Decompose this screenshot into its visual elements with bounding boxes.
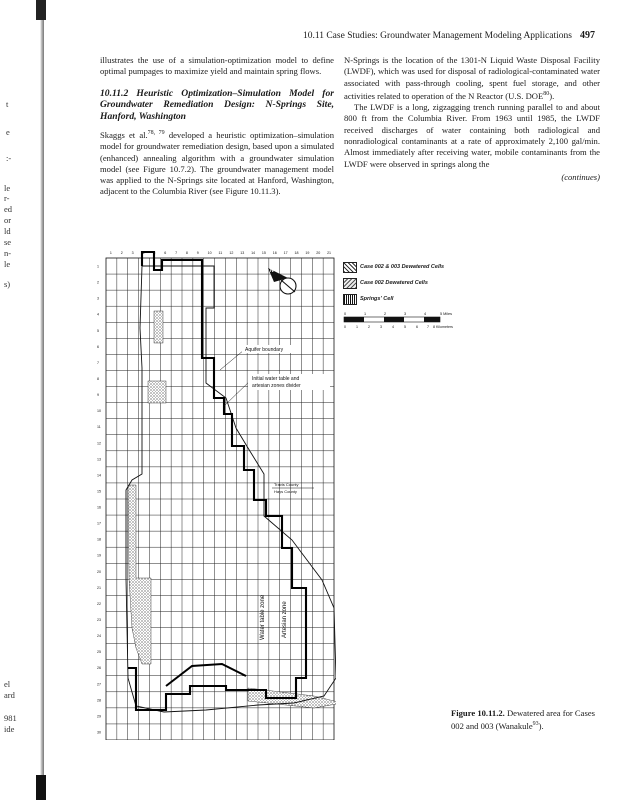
- margin-fragment: t: [6, 99, 9, 109]
- dewatered-cells: [154, 311, 163, 343]
- dewatered-cells: [128, 485, 151, 664]
- scale-tick-km: 0: [344, 325, 346, 329]
- row-number: 2: [97, 280, 99, 285]
- scale-unit-km: 8 Kilometers: [433, 325, 453, 329]
- spine-dark-top: [36, 0, 46, 20]
- figure-label: Figure 10.11.2.: [451, 708, 505, 718]
- grid-map-svg: [96, 248, 336, 740]
- column-number: 7: [175, 251, 178, 255]
- row-number: 28: [97, 698, 101, 703]
- row-number: 15: [97, 489, 101, 494]
- margin-fragment: le: [4, 183, 11, 193]
- row-number: 30: [97, 730, 101, 735]
- row-number: 21: [97, 585, 101, 590]
- column-number: 3: [131, 251, 134, 255]
- column-number: 13: [240, 251, 245, 255]
- column-number: 20: [316, 251, 321, 255]
- legend-item: [343, 276, 543, 290]
- margin-fragment: :-: [6, 153, 12, 163]
- legend-swatch: [343, 294, 357, 305]
- row-number: 11: [97, 425, 101, 430]
- legend-label-case-002-003: Case 002 & 003 Dewatered Cells: [360, 264, 445, 270]
- continues-note: (continues): [561, 171, 600, 182]
- column-number: 12: [229, 251, 234, 255]
- row-number: 13: [97, 457, 101, 462]
- column-number: 5: [153, 251, 156, 255]
- margin-fragment: se: [4, 237, 12, 247]
- column-number: 18: [294, 251, 299, 255]
- margin-fragment: ard: [4, 690, 15, 700]
- row-number: 18: [97, 537, 101, 542]
- citation-superscript: 80: [543, 90, 550, 97]
- legend-label-case-002: Case 002 Dewatered Cells: [360, 280, 428, 286]
- column-number: 6: [164, 251, 167, 255]
- figure-caption: [451, 708, 601, 732]
- column-number: 1: [109, 251, 112, 255]
- book-spine-shadow: [40, 0, 44, 800]
- citation-superscript: 93: [532, 721, 539, 728]
- row-number: 20: [97, 569, 101, 574]
- lwdf-paragraph: The LWDF is a long, zigzagging trench running parallel to and about 800 ft from the Columbia River. From 1963 until 1985, the LWDF received discharges of water containing both radiological and nonradiological contaminants at a rate of approximately 2,100 gal/min. Almost immediately after receiving water, mobile contaminants from the LWDF were observed in springs along the: [344, 102, 600, 169]
- scale-tick-mi: 0: [344, 312, 347, 316]
- row-number: 8: [97, 377, 99, 381]
- column-number: 8: [185, 251, 188, 255]
- row-number: 23: [97, 618, 101, 622]
- scale-tick-km: 4: [392, 325, 394, 329]
- column-number: 15: [261, 251, 266, 255]
- margin-fragment: ide: [4, 724, 15, 734]
- artesian-zone-label: Artesian zone: [282, 601, 288, 638]
- margin-fragment: s): [4, 279, 11, 289]
- row-number: 29: [97, 714, 101, 719]
- legend-swatch: [343, 262, 357, 273]
- margin-fragment: r-: [4, 193, 10, 203]
- row-number: 17: [97, 521, 101, 526]
- travis-county-label: Travis County: [274, 482, 299, 487]
- row-number: 5: [97, 328, 99, 333]
- north-label: N: [270, 268, 274, 274]
- right-text-column: [344, 55, 600, 183]
- grid-map-figure: [96, 248, 336, 740]
- aquifer-callout-line: [220, 350, 244, 370]
- row-number: 1: [97, 264, 99, 269]
- column-number: 14: [251, 251, 256, 255]
- row-number: 14: [97, 473, 101, 478]
- aquifer-boundary-label: Aquifer boundary: [245, 347, 284, 353]
- divider-label-2: artesian zones divider: [252, 383, 301, 389]
- margin-fragment: le: [4, 259, 11, 269]
- caption-text-end: ).: [538, 721, 544, 732]
- running-header: [290, 30, 595, 41]
- row-number: 3: [97, 296, 99, 301]
- caption-text: Dewatered area for Cases 002 and 003 (Wanakule: [451, 708, 595, 732]
- column-number: 21: [327, 251, 332, 255]
- row-number: 27: [97, 682, 101, 687]
- margin-fragment: ed: [4, 204, 13, 214]
- intro-paragraph: illustrates the use of a simulation-optimization model to define optimal pumpages to maximize yield and maintain spring flows.: [100, 55, 334, 77]
- column-number: 10: [207, 251, 212, 255]
- margin-fragment: 981: [4, 713, 17, 723]
- scale-segment: [344, 317, 364, 322]
- hays-county-label: Hays County: [274, 489, 297, 494]
- margin-fragment: n-: [4, 248, 12, 258]
- scale-tick-km: 2: [368, 325, 370, 329]
- row-number: 7: [97, 360, 99, 365]
- row-number: 16: [97, 505, 101, 510]
- scale-tick-km: 5: [404, 325, 406, 329]
- column-number: 4: [142, 251, 145, 255]
- column-number: 16: [272, 251, 277, 255]
- skaggs-paragraph: [100, 128, 334, 198]
- scale-segment: [384, 317, 404, 322]
- spine-dark-bottom: [36, 775, 46, 800]
- row-number: 24: [97, 634, 101, 639]
- scale-bar: [343, 310, 453, 332]
- skaggs-text-rest: developed a heuristic optimization–simulation model for groundwater remediation design, based upon a simulated (enhanced) annealing algorithm with a groundwater simulation model (see Figure 10.7.2). The groundwater management model was applied to the N-Springs site located at Hanford, Washington, adjacent to the Columbia River (see Figure 10.11.3).: [100, 129, 334, 197]
- running-head-title: 10.11 Case Studies: Groundwater Management Modeling Applications: [302, 31, 572, 41]
- column-number: 11: [218, 251, 223, 255]
- legend-item: [343, 292, 543, 306]
- row-number: 25: [97, 650, 101, 655]
- row-number: 26: [97, 666, 101, 671]
- margin-fragment: or: [4, 215, 12, 225]
- scale-segment: [424, 317, 440, 322]
- scale-tick-mi: 4: [424, 312, 427, 316]
- row-number: 19: [97, 553, 101, 558]
- margin-fragment: e: [6, 127, 10, 137]
- column-number: 2: [120, 251, 123, 255]
- column-number: 9: [196, 251, 199, 255]
- row-number: 9: [97, 393, 99, 398]
- section-heading: 10.11.2 Heuristic Optimization–Simulation Model for Groundwater Remediation Design: N-Springs Site, Hanford, Washington: [100, 87, 334, 122]
- scale-tick-km: 1: [356, 325, 358, 329]
- scale-tick-mi: 2: [384, 312, 387, 316]
- map-legend: [343, 260, 543, 332]
- legend-item: [343, 260, 543, 274]
- scale-tick-mi: 1: [364, 312, 367, 316]
- water-table-zone-label: Water table zone: [260, 594, 266, 640]
- legend-label-springs: Springs' Cell: [360, 296, 394, 302]
- legend-swatch: [343, 278, 357, 289]
- margin-fragment: ld: [4, 226, 11, 236]
- margin-fragment: el: [4, 679, 11, 689]
- row-number: 12: [97, 441, 101, 446]
- row-number: 10: [97, 409, 101, 414]
- southern-divider-line: [166, 664, 246, 686]
- nsprings-text-end: ).: [549, 90, 555, 101]
- divider-label-1: Initial water table and: [252, 376, 300, 382]
- facing-page-bleed: [0, 0, 40, 800]
- row-number-labels: [97, 265, 101, 735]
- row-number: 22: [97, 601, 101, 606]
- scale-tick-km: 3: [380, 325, 382, 329]
- scale-tick-mi: 3: [404, 312, 407, 316]
- row-number: 6: [97, 344, 99, 349]
- dewatered-cells: [148, 381, 166, 403]
- column-number: 19: [305, 251, 310, 255]
- row-number: 4: [97, 312, 99, 317]
- skaggs-text-start: Skaggs et al.: [100, 129, 148, 140]
- left-text-column: [100, 55, 334, 198]
- nsprings-text: N-Springs is the location of the 1301-N Liquid Waste Disposal Facility (LWDF), which was used for disposal of radiological-contaminated water associated with pass-through cooling, spent fuel storage, and other activities related to operation of the N Reactor (U.S. DOE: [344, 55, 600, 101]
- scale-tick-km: 7: [427, 325, 429, 329]
- citation-superscript: 78, 79: [147, 130, 165, 137]
- page-number: 497: [580, 30, 595, 41]
- nsprings-paragraph: [344, 55, 600, 102]
- column-number: 17: [283, 251, 288, 255]
- scale-tick-km: 6: [416, 325, 418, 329]
- scale-unit-miles: 5 Miles: [440, 312, 453, 316]
